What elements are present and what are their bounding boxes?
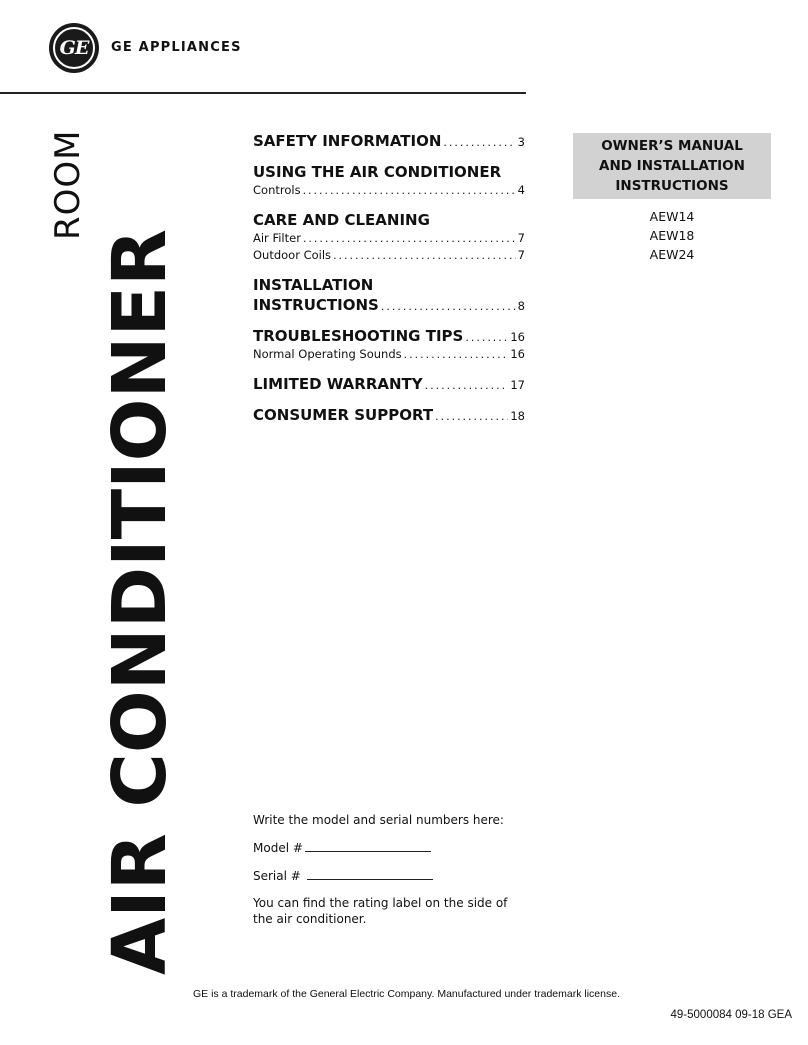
toc-heading[interactable]: INSTALLATION xyxy=(253,276,374,294)
manual-type-box xyxy=(573,133,771,199)
document-number: 49-5000084 09-18 GEA xyxy=(670,1009,792,1021)
logo-monogram: GE xyxy=(59,37,89,59)
toc-sub-label[interactable]: Outdoor Coils xyxy=(253,248,332,262)
trademark-notice: GE is a trademark of the General Electric Company. Manufactured under trademark license. xyxy=(193,988,620,1000)
cover-room-label: ROOM xyxy=(48,129,88,240)
toc-page: 17 xyxy=(510,378,525,392)
cover-title: AIR CONDITIONER xyxy=(97,228,183,975)
toc-page: 7 xyxy=(517,231,525,245)
serial-label: Serial # xyxy=(253,869,301,883)
toc-heading[interactable]: TROUBLESHOOTING TIPS xyxy=(253,327,464,345)
toc-page: 8 xyxy=(517,299,525,313)
toc-section-troubleshooting xyxy=(253,326,525,363)
record-intro: Write the model and serial numbers here: xyxy=(253,813,504,827)
toc-page: 7 xyxy=(517,248,525,262)
toc-page: 3 xyxy=(517,135,525,149)
toc-sub-label[interactable]: Controls xyxy=(253,183,301,197)
toc-heading[interactable]: USING THE AIR CONDITIONER xyxy=(253,163,502,181)
toc-heading[interactable]: CARE AND CLEANING xyxy=(253,211,430,229)
manual-type-line: INSTRUCTIONS xyxy=(615,178,729,194)
toc-sub-label[interactable]: Normal Operating Sounds xyxy=(253,347,402,361)
toc-section-support xyxy=(253,405,525,425)
toc-heading[interactable]: LIMITED WARRANTY xyxy=(253,375,423,393)
toc-section-using xyxy=(253,162,525,199)
rating-label-note: You can find the rating label on the side of the air conditioner. xyxy=(253,896,508,926)
toc-section-warranty xyxy=(253,374,525,394)
manual-type-line: OWNER’S MANUAL xyxy=(601,138,743,154)
model-blank-line xyxy=(305,839,431,852)
toc-sub-label[interactable]: Air Filter xyxy=(253,231,301,245)
manual-type-line: AND INSTALLATION xyxy=(599,158,745,174)
toc-section-safety xyxy=(253,131,525,151)
toc-page: 16 xyxy=(510,347,525,361)
toc-page: 4 xyxy=(517,183,525,197)
model-list xyxy=(573,207,771,264)
serial-blank-line xyxy=(307,867,433,880)
model-label: Model # xyxy=(253,841,303,855)
model-number: AEW24 xyxy=(649,247,695,262)
toc-heading[interactable]: CONSUMER SUPPORT xyxy=(253,406,434,424)
model-number: AEW14 xyxy=(649,209,695,224)
model-number: AEW18 xyxy=(649,228,695,243)
table-of-contents xyxy=(253,131,525,436)
model-serial-record xyxy=(253,812,513,938)
toc-section-care xyxy=(253,210,525,264)
toc-section-installation xyxy=(253,275,525,315)
toc-page: 16 xyxy=(510,330,525,344)
brand-name: GE APPLIANCES xyxy=(111,40,242,55)
toc-page: 18 xyxy=(510,409,525,423)
toc-heading[interactable]: SAFETY INFORMATION xyxy=(253,132,442,150)
toc-heading-cont[interactable]: INSTRUCTIONS xyxy=(253,296,379,314)
